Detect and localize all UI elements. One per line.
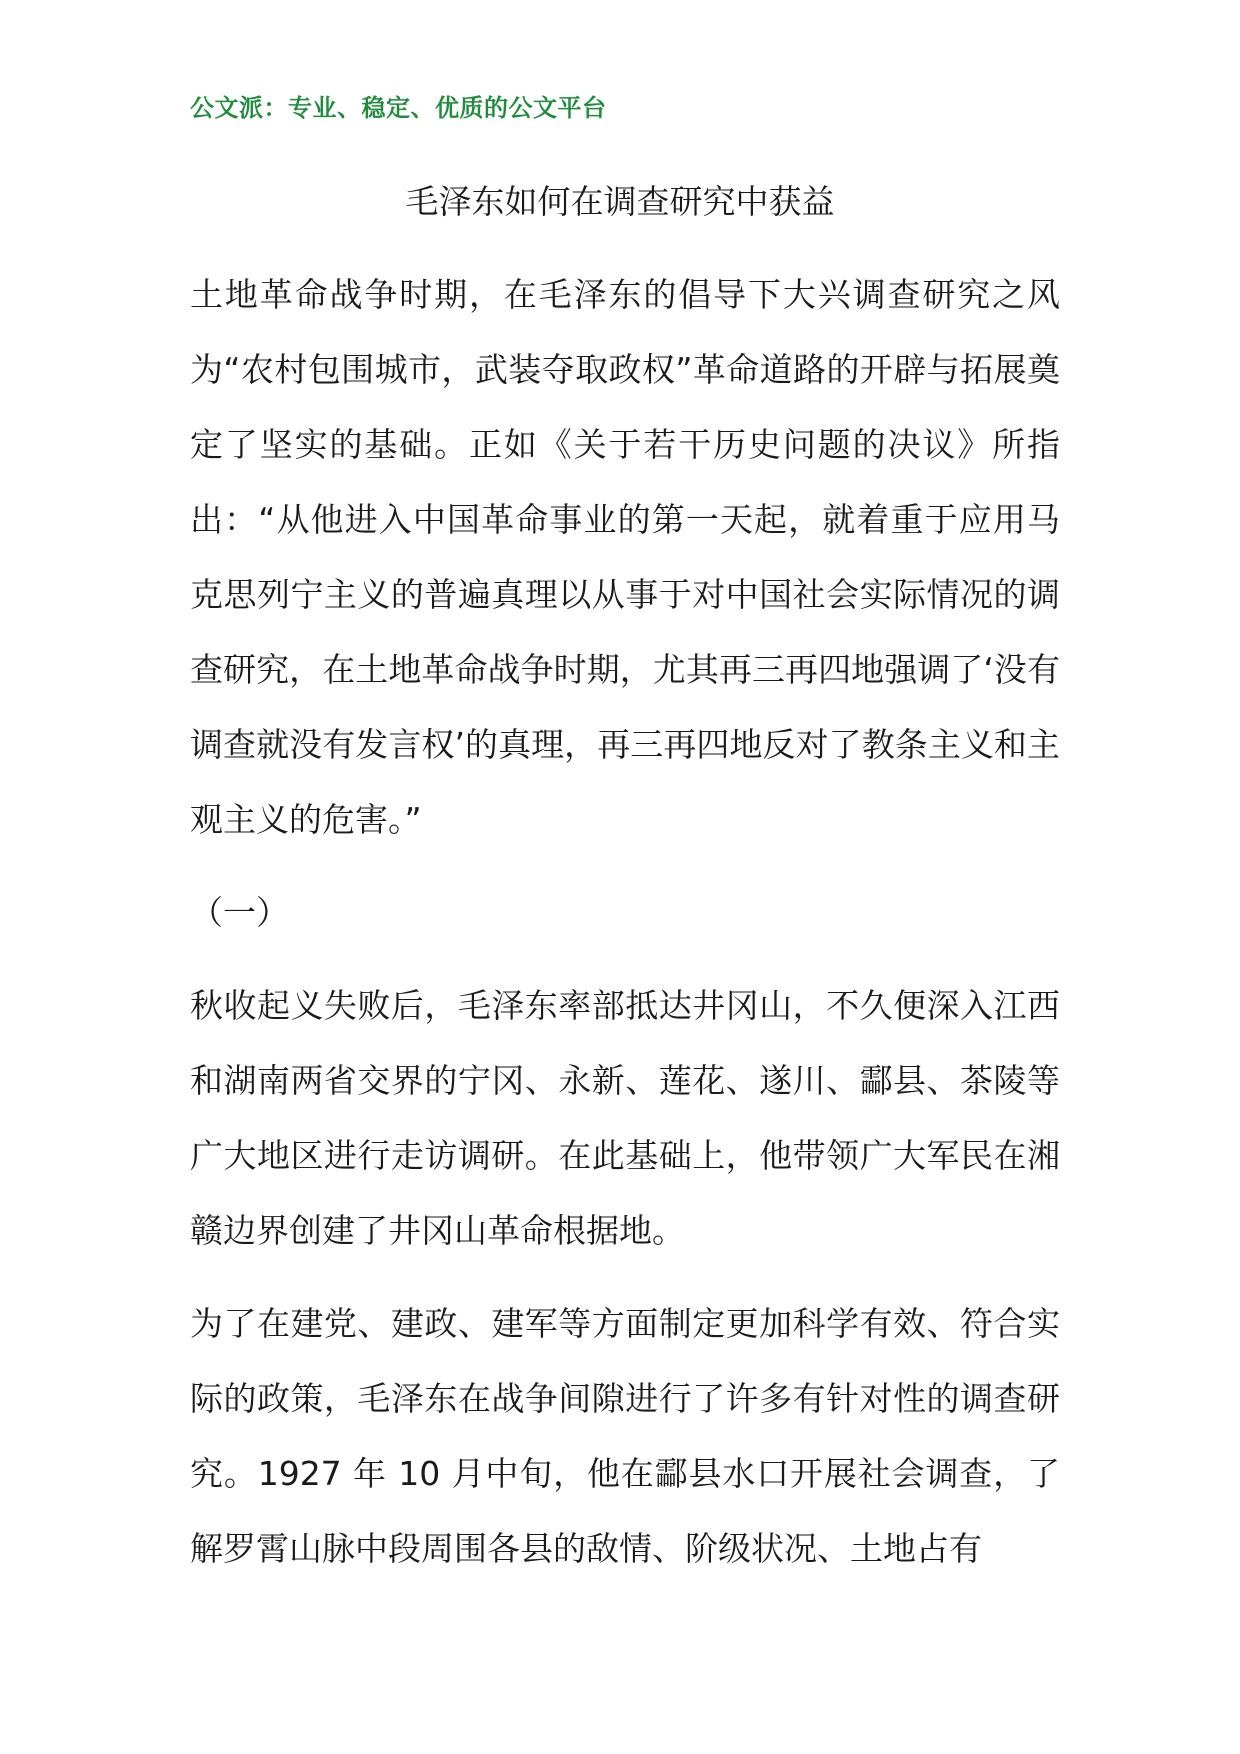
document-body xyxy=(190,257,1060,1586)
paragraph-investigation: 为了在建党、建政、建军等方面制定更加科学有效、符合实际的政策，毛泽东在战争间隙进行了许多有针对性的调查研究。1927 年 10 月中旬，他在酃县水口开展社会调查，了解罗霄山脉中段周围各县的敌情、阶级状况、土地占有 xyxy=(190,1304,1060,1568)
document-title: 毛泽东如何在调查研究中获益 xyxy=(405,182,835,221)
paragraph-intro: 土地革命战争时期，在毛泽东的倡导下大兴调查研究之风为“农村包围城市，武装夺取政权”革命道路的开辟与拓展奠定了坚实的基础。正如《关于若干历史问题的决议》所指出：“从他进入中国革命事业的第一天起，就着重于应用马克思列宁主义的普遍真理以从事于对中国社会实际情况的调查研究，在土地革命战争时期，尤其再三再四地强调了‘没有调查就没有发言权’的真理，再三再四地反对了教条主义和主观主义的危害。” xyxy=(190,275,1060,839)
brand-header: 公文派：专业、稳定、优质的公文平台 xyxy=(190,94,607,122)
section-heading: （一） xyxy=(190,893,289,932)
paragraph-jinggangshan: 秋收起义失败后，毛泽东率部抵达井冈山，不久便深入江西和湖南两省交界的宁冈、永新、莲花、遂川、酃县、茶陵等广大地区进行走访调研。在此基础上，他带领广大军民在湘赣边界创建了井冈山革命根据地。 xyxy=(190,986,1060,1250)
